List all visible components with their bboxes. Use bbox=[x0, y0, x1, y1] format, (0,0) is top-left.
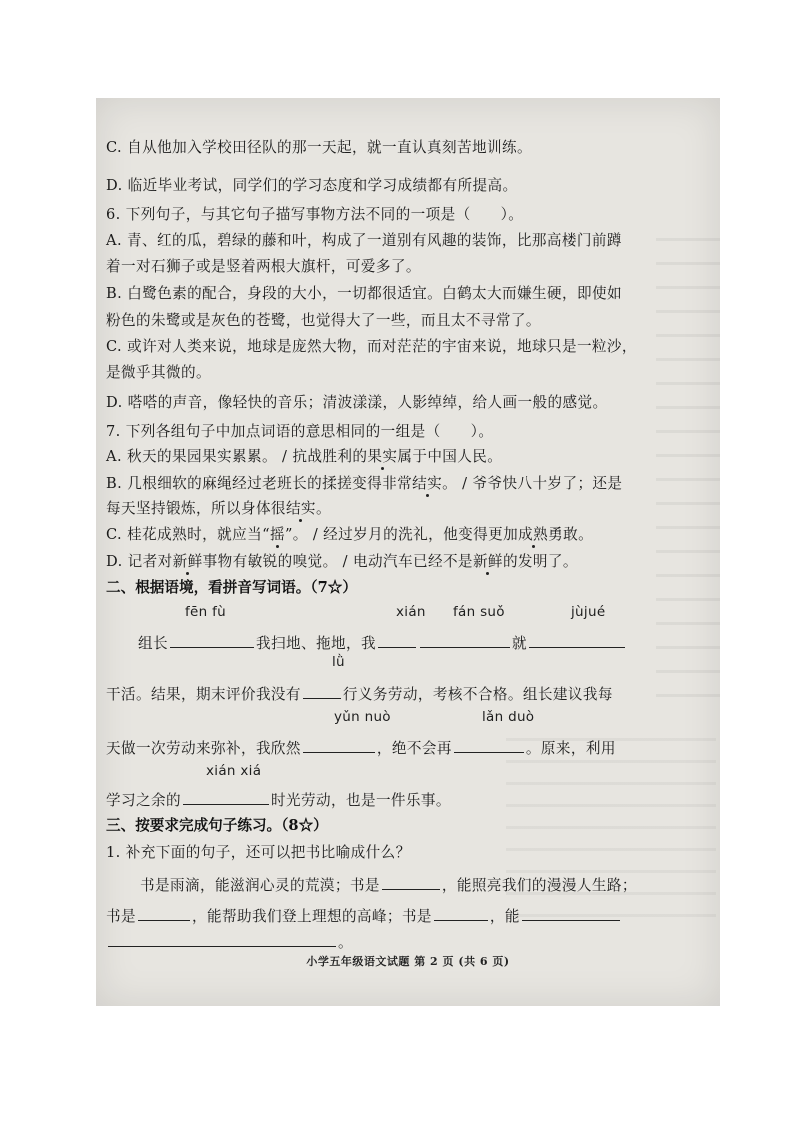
q7-d-text-mid: 事物有敏锐的嗅觉。 / 电动汽车已经不是 bbox=[202, 553, 473, 570]
pinyin-xianxia: xián xiá bbox=[206, 763, 262, 779]
fill-text: 组长 bbox=[138, 635, 168, 652]
blank-metaphor-1[interactable] bbox=[382, 873, 440, 890]
q7-b-text-end: 。 / 爷爷快八十岁了；还是 bbox=[442, 475, 623, 492]
q7-c-text: C. 桂花成熟时，就应当“ bbox=[106, 526, 270, 543]
metaphor-line-3 bbox=[106, 930, 712, 953]
q6-option-d: D. 嗒嗒的声音，像轻快的音乐；清波漾漾，人影绰绰，给人画一般的感觉。 bbox=[106, 394, 608, 411]
q6-option-b-line1: B. 白鹭色素的配合，身段的大小，一切都很适宜。白鹤太大而嫌生硬，即使如 bbox=[106, 285, 622, 302]
q7-c-text-end: 勇敢。 bbox=[548, 526, 594, 543]
fill-text: 。原来，利用 bbox=[525, 740, 616, 757]
fill-text: 干活。结果，期末评价我没有 bbox=[106, 686, 301, 703]
fill-text: 学习之余的 bbox=[106, 792, 181, 809]
pinyin-jujue: jùjué bbox=[571, 604, 606, 620]
fill-text: ，能 bbox=[489, 908, 520, 925]
q7-b2-text: 每天坚持锻炼，所以身体很 bbox=[106, 500, 286, 517]
blank-xianxia[interactable] bbox=[183, 788, 269, 805]
fill-text: ，绝不会再 bbox=[376, 740, 452, 757]
q7-d-text: D. 记者对 bbox=[106, 553, 173, 570]
fill-text: 时光劳动，也是一件乐事。 bbox=[270, 792, 451, 809]
blank-jujue[interactable] bbox=[529, 631, 625, 648]
fill-text: 天做一次劳动来弥补，我欣然 bbox=[106, 740, 301, 757]
blank-metaphor-4[interactable] bbox=[522, 904, 620, 921]
q7-option-b-line1 bbox=[106, 474, 712, 494]
blank-fansuo[interactable] bbox=[420, 631, 510, 648]
pinyin-xian: xián bbox=[396, 604, 426, 620]
q6-option-a-line2: 着一对石狮子或是竖着两根大旗杆，可爱多了。 bbox=[106, 258, 421, 275]
exam-page bbox=[96, 98, 720, 1006]
fill-text: ，能照亮我们的漫漫人生路； bbox=[441, 877, 637, 894]
metaphor-line-2 bbox=[106, 904, 712, 927]
blank-yunnuo[interactable] bbox=[303, 736, 375, 753]
section-3-title: 三、按要求完成句子练习。（8☆） bbox=[106, 817, 328, 834]
q7-c-dotted-word: 摇 bbox=[269, 526, 285, 543]
fill-line-2 bbox=[106, 682, 712, 705]
q7-b-text: B. 几根细软的麻绳经过老班长的揉搓变得非常 bbox=[106, 475, 413, 492]
fill-text: 行义务劳动，考核不合格。组长建议我每 bbox=[342, 686, 613, 703]
q7-option-d bbox=[106, 552, 712, 572]
question-7: 7. 下列各组句子中加点词语的意思相同的一组是（ ）。 bbox=[106, 423, 494, 440]
fill-text: 书是雨滴，能滋润心灵的荒漠；书是 bbox=[140, 877, 380, 894]
blank-lv[interactable] bbox=[303, 682, 341, 699]
pinyin-fenfu: fēn fù bbox=[185, 604, 227, 620]
q6-option-b-line2: 粉色的朱鹭或是灰色的苍鹭，也觉得大了一些，而且太不寻常了。 bbox=[106, 312, 541, 329]
q7-option-b-line2 bbox=[106, 499, 712, 519]
pinyin-lv: lǜ bbox=[332, 654, 345, 670]
q6-option-c-line1: C. 或许对人类来说，地球是庞然大物，而对茫茫的宇宙来说，地球只是一粒沙， bbox=[106, 338, 637, 355]
fill-line-4 bbox=[106, 788, 712, 811]
section-2-title: 二、根据语境，看拼音写词语。（7☆） bbox=[106, 579, 357, 596]
pinyin-landuo: lǎn duò bbox=[482, 709, 535, 725]
q7-c-dotted-word-2: 成熟 bbox=[518, 526, 549, 543]
section-3-question-1: 1. 补充下面的句子，还可以把书比喻成什么？ bbox=[106, 844, 411, 861]
bleed-through-texture bbox=[656, 238, 720, 698]
pinyin-yunnuo: yǔn nuò bbox=[334, 709, 391, 725]
option-d-previous: D. 临近毕业考试，同学们的学习态度和学习成绩都有所提高。 bbox=[106, 177, 518, 194]
q7-b-dotted-word: 结实 bbox=[412, 475, 443, 492]
fill-text: 我扫地、拖地，我 bbox=[256, 635, 376, 652]
q7-d-dotted-word-2: 新鲜 bbox=[472, 553, 503, 570]
blank-xian[interactable] bbox=[378, 631, 416, 648]
q7-b2-dotted-word: 结实 bbox=[285, 500, 316, 517]
blank-landuo[interactable] bbox=[454, 736, 524, 753]
fill-line-1 bbox=[138, 631, 712, 654]
blank-fenfu[interactable] bbox=[170, 631, 254, 648]
page-footer: 小学五年级语文试题 第 2 页 (共 6 页) bbox=[306, 955, 510, 968]
pinyin-fansuo: fán suǒ bbox=[453, 604, 505, 620]
fill-line-3 bbox=[106, 736, 712, 759]
q7-a-text: A. 秋天的果园果实累累。 / 抗战胜利的 bbox=[106, 448, 368, 465]
q7-d-dotted-word: 新鲜 bbox=[172, 553, 203, 570]
blank-metaphor-5[interactable] bbox=[108, 930, 336, 947]
q6-option-c-line2: 是微乎其微的。 bbox=[106, 364, 211, 381]
q7-option-c bbox=[106, 525, 712, 545]
q7-option-a bbox=[106, 447, 712, 467]
question-6: 6. 下列句子，与其它句子描写事物方法不同的一项是（ ）。 bbox=[106, 206, 524, 223]
q7-a-dotted-word: 果实 bbox=[367, 448, 398, 465]
fill-text: 书是 bbox=[106, 908, 136, 925]
fill-text: ，能帮助我们登上理想的高峰；书是 bbox=[192, 908, 432, 925]
option-c-previous: C. 自从他加入学校田径队的那一天起，就一直认真刻苦地训练。 bbox=[106, 139, 532, 156]
q7-c-text-mid: ”。 / 经过岁月的洗礼，他变得更加 bbox=[284, 526, 519, 543]
blank-metaphor-2[interactable] bbox=[138, 904, 190, 921]
q6-option-a-line1: A. 青、红的瓜，碧绿的藤和叶，构成了一道别有风趣的装饰，比那高楼门前蹲 bbox=[106, 232, 622, 249]
fill-text: 。 bbox=[338, 934, 353, 951]
fill-text: 就 bbox=[511, 635, 527, 652]
blank-metaphor-3[interactable] bbox=[434, 904, 488, 921]
q7-d-text-end: 的发明了。 bbox=[502, 553, 578, 570]
metaphor-line-1 bbox=[140, 873, 712, 896]
q7-a-text-end: 属于中国人民。 bbox=[397, 448, 503, 465]
q7-b2-text-end: 。 bbox=[315, 500, 331, 517]
